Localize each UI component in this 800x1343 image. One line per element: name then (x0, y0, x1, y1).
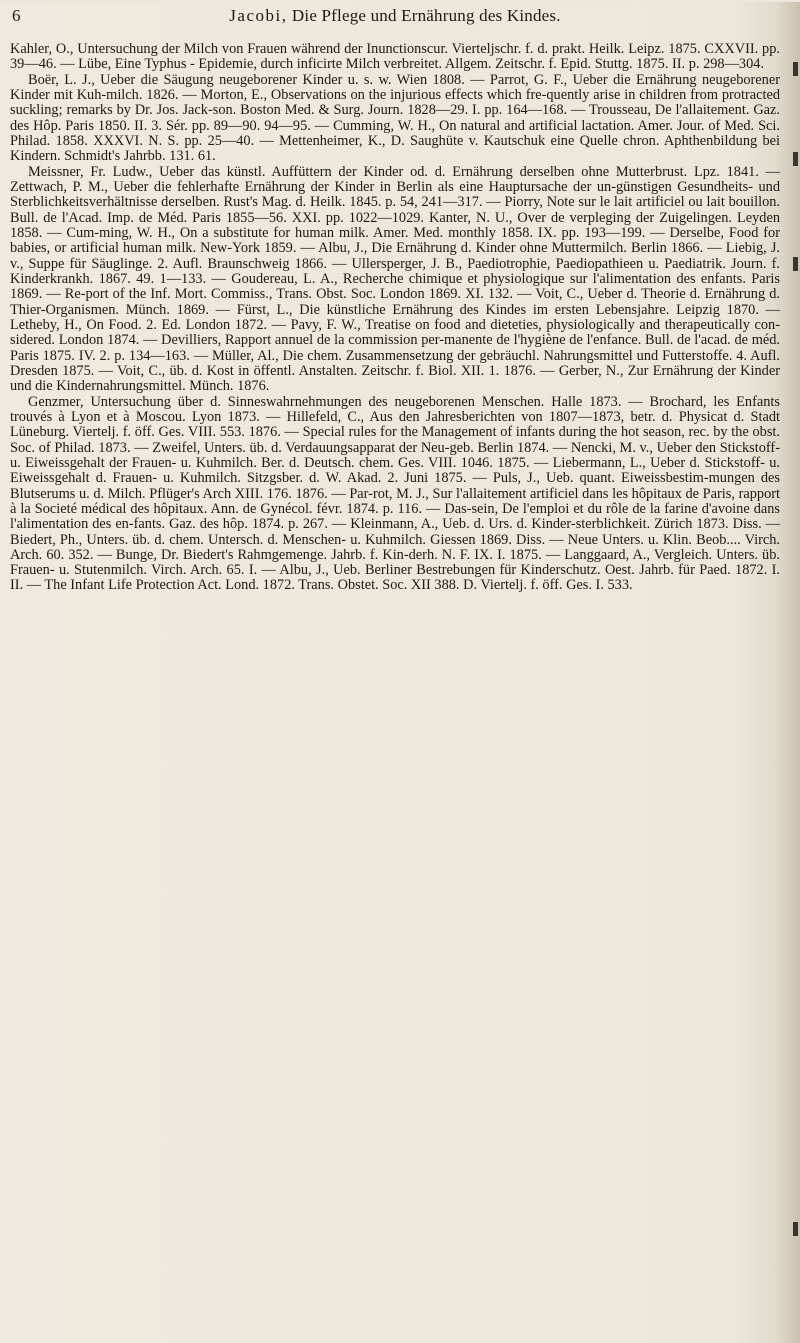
running-title-text: Die Pflege und Ernährung des Kindes. (287, 6, 561, 25)
binding-edge-mark (793, 257, 798, 271)
page-number: 6 (12, 6, 21, 25)
bibliography-paragraph: Meissner, Fr. Ludw., Ueber das künstl. Auffüttern der Kinder od. d. Ernährung derselben ohne Mutterbrust. Lpz. 1841. — Zettwach, P. M., Ueber die fehlerhafte Ernährung der Kinder in Berlin als eine Hauptursache der un-günstigen Gesundheits- und Sterblichkeitsverhältnisse derselben. Rust's Mag. d. Heilk. 1845. p. 54, 241—317. — Piorry, Note sur le lait artificiel ou lait bouillon. Bull. de l'Acad. Imp. de Méd. Paris 1855—56. XXI. pp. 1022—1029. Kanter, N. U., Over de verpleging der Zuigelingen. Leyden 1858. — Cum-ming, W. H., On a substitute for human milk. Amer. Med. monthly 1858. IX. pp. 193—199. — Derselbe, Food for babies, or artificial human milk. New-York 1859. — Albu, J., Die Ernährung d. Kinder ohne Muttermilch. Berlin 1866. — Liebig, J. v., Suppe für Säuglinge. 2. Aufl. Braunschweig 1866. — Ullersperger, J. B., Paediotrophie, Paediopathieen u. Paediatrik. Journ. f. Kinderkrankh. 1867. 49. 1—133. — Goudereau, L. A., Recherche chimique et physiologique sur l'alimentation des enfants. Paris 1869. — Re-port of the Inf. Mort. Commiss., Trans. Obst. Soc. London 1869. XI. 132. — Voit, C., Ueber d. Theorie d. Ernährung d. Thier-Organismen. Münch. 1869. — Fürst, L., Die künstliche Ernährung des Kindes im ersten Lebensjahre. Leipzig 1870. — Letheby, H., On Food. 2. Ed. London 1872. — Pavy, F. W., Treatise on food and dieteties, physiologically and therapeutically con-sidered. London 1874. — Devilliers, Rapport annuel de la commission per-manente de l'hygiène de l'enfance. Bull. de l'acad. de méd. Paris 1875. IV. 2. p. 134—163. — Müller, Al., Die chem. Zusammensetzung der gebräuchl. Nahrungsmittel und Futterstoffe. 4. Aufl. Dresden 1875. — Voit, C., üb. d. Kost in öffentl. Anstalten. Zeitschr. f. Biol. XII. 1. 1876. — Gerber, N., Zur Ernährung der Kinder und die Kindernahrungsmittel. Münch. 1876. (10, 163, 780, 395)
bibliography-paragraph: Boër, L. J., Ueber die Säugung neugeborener Kinder u. s. w. Wien 1808. — Parrot, G. F., Ueber die Ernährung neugeborener Kinder mit Kuh-milch. 1826. — Morton, E., Observations on the injurious effects which fre-quently arise in children from protracted suckling; remarks by Dr. Jos. Jack-son. Boston Med. & Surg. Journ. 1828—29. I. pp. 164—168. — Trousseau, De l'allaitement. Gaz. des Hôp. Paris 1850. II. 3. Sér. pp. 89—90. 94—95. — Cumming, W. H., On natural and artificial lactation. Amer. Jour. of Med. Sci. Philad. 1858. XXXVI. N. S. pp. 25—40. — Mettenheimer, K., D. Saughüte v. Kautschuk eine Quelle chron. Aphthenbildung bei Kindern. Schmidt's Jahrbb. 131. 61. (10, 71, 780, 165)
running-head (10, 2, 780, 32)
book-page (0, 2, 800, 1343)
bibliography-paragraph: Kahler, O., Untersuchung der Milch von Frauen während der Inunctionscur. Vierteljschr. f. d. prakt. Heilk. Leipz. 1875. CXXVII. pp. 39—46. — Lübe, Eine Typhus - Epidemie, durch inficirte Milch verbreitet. Allgem. Zeitschr. f. Epid. Stuttg. 1875. II. p. 298—304. (10, 41, 780, 73)
running-title (10, 6, 780, 26)
bibliography-text (10, 42, 780, 594)
running-title-author: Jacobi, (229, 6, 288, 25)
binding-edge-mark (793, 152, 798, 166)
binding-edge-mark (793, 1222, 798, 1236)
binding-edge-mark (793, 62, 798, 76)
bibliography-paragraph: Genzmer, Untersuchung über d. Sinneswahrnehmungen des neugeborenen Menschen. Halle 1873. — Brochard, les Enfants trouvés à Lyon et à Moscou. Lyon 1873. — Hillefeld, C., Aus den Jahresberichten von 1807—1873, betr. d. Physicat d. Stadt Lüneburg. Viertelj. f. öff. Ges. VIII. 553. 1876. — Special rules for the Management of infants during the hot season, rec. by the obst. Soc. of Philad. 1873. — Zweifel, Unters. üb. d. Verdauungsapparat der Neu-geb. Berlin 1874. — Nencki, M. v., Ueber den Stickstoff- u. Eiweissgehalt der Frauen- u. Kuhmilch. Ber. d. Deutsch. chem. Ges. VIII. 1046. 1875. — Liebermann, L., Ueber d. Stickstoff- u. Eiweissgehalt d. Frauen- u. Kuhmilch. Sitzgsber. d. W. Akad. 2. Juni 1875. — Puls, J., Ueb. quant. Eiweissbestim-mungen des Blutserums u. d. Milch. Pflüger's Arch XIII. 176. 1876. — Par-rot, M. J., Sur l'allaitement artificiel dans les hôpitaux de Paris, rapport à la Societé médical des hôpitaux. Ann. de Gynécol. févr. 1874. p. 116. — Das-sein, De l'emploi et du rôle de la farine d'avoine dans l'alimentation des en-fants. Gaz. des hôp. 1874. p. 267. — Kleinmann, A., Ueb. d. Urs. d. Kinder-sterblichkeit. Zürich 1873. Diss. — Biedert, Ph., Unters. üb. d. chem. Untersch. d. Menschen- u. Kuhmilch. Giessen 1869. Diss. — Neue Unters. u. Klin. Beob.... Virch. Arch. 60. 352. — Bunge, Dr. Biedert's Rahmgemenge. Jahrb. f. Kin-derh. N. F. IX. I. 1875. — Langgaard, A., Vergleich. Unters. üb. Frauen- u. Stutenmilch. Virch. Arch. 65. I. — Albu, J., Ueb. Berliner Bestrebungen für Kinderschutz. Oest. Jahrb. für Paed. 1872. I. II. — The Infant Life Protection Act. Lond. 1872. Trans. Obstet. Soc. XII 388. D. Viertelj. f. öff. Ges. I. 533. (10, 393, 780, 594)
